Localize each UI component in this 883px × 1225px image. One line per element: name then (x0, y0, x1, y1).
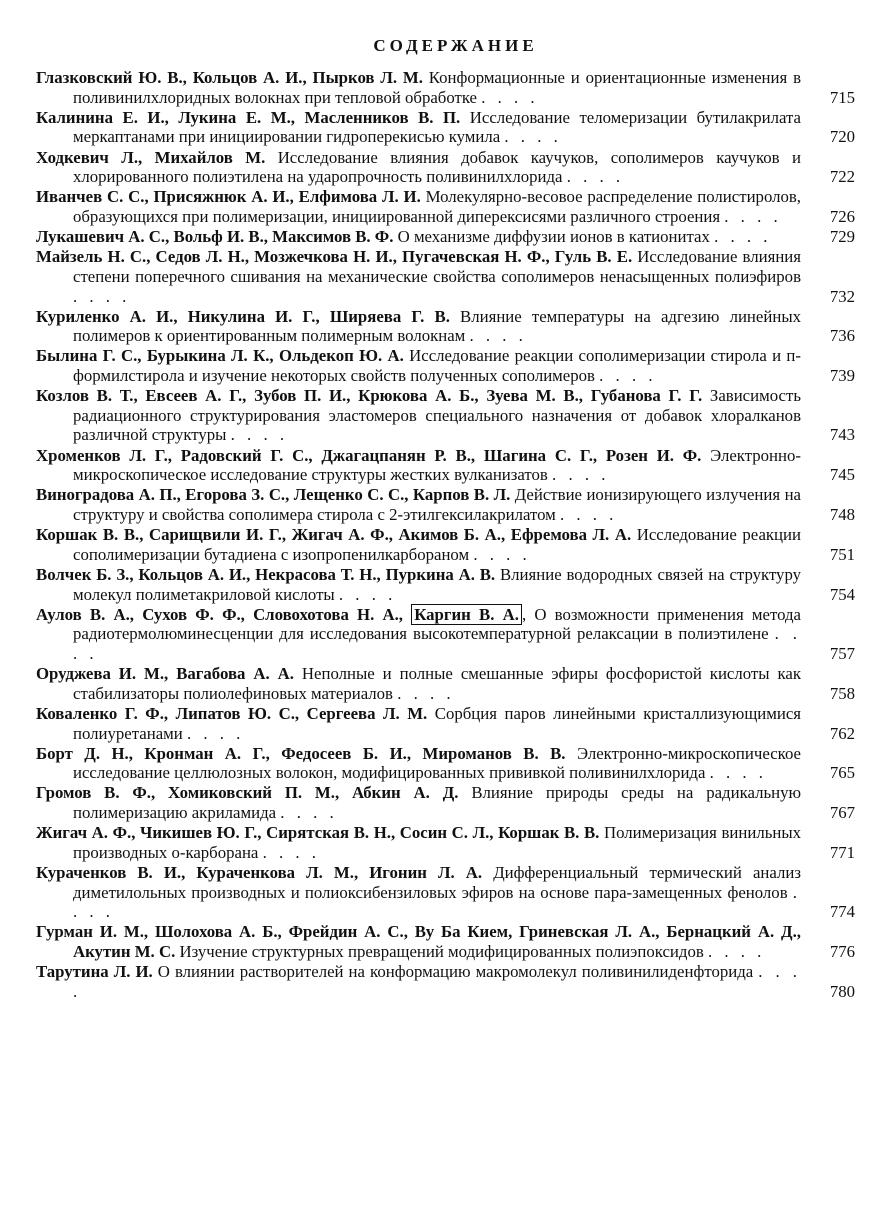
entry-title: Электронно-микроскопическое исследование структуры жестких вулканизатов (73, 445, 801, 485)
entry-text (36, 485, 805, 524)
entry-title: Электронно-микроскопическое исследование целлюлозных волокон, модифицированных прививкой поливинилхлорида (73, 743, 801, 783)
toc-entry[interactable] (36, 704, 855, 743)
entry-page-number: 726 (829, 206, 855, 226)
toc-entry[interactable] (36, 565, 855, 604)
entry-page-number: 722 (829, 167, 855, 187)
entry-authors: Куриленко А. И., Никулина И. Г., Ширяева Г. В. (36, 306, 450, 326)
toc-entry[interactable] (36, 962, 855, 1001)
entry-authors: Глазковский Ю. В., Кольцов А. И., Пырков Л. М. (36, 68, 423, 87)
toc-entry[interactable] (36, 108, 855, 147)
leader-dots: . . . . (552, 465, 610, 485)
entry-authors: Майзель Н. С., Седов Л. Н., Мозжечкова Н. И., Пугачевская Н. Ф., Гуль В. Е. (36, 247, 633, 267)
entry-page-number: 715 (829, 87, 855, 107)
entry-text (36, 227, 805, 247)
table-of-contents (36, 68, 855, 1001)
entry-page-number: 767 (829, 803, 855, 823)
toc-entry[interactable] (36, 783, 855, 822)
entry-authors: Оруджева И. М., Вагабова А. А. (36, 664, 294, 684)
entry-title: Действие ионизирующего излучения на структуру и свойства сополимера стирола с 2-этилгексилакрилатом (73, 485, 801, 524)
entry-authors: Калинина Е. И., Лукина Е. М., Масленников В. П. (36, 107, 461, 127)
entry-page-number: 739 (829, 366, 855, 386)
entry-text (36, 386, 805, 445)
entry-title: О механизме диффузии ионов в катионитах (397, 227, 715, 247)
entry-title: Влияние водородных связей на структуру молекул полиметакриловой кислоты (73, 564, 802, 604)
entry-text (36, 187, 805, 226)
entry-text (36, 783, 805, 822)
leader-dots: . . . . (338, 584, 397, 604)
toc-entry[interactable] (36, 148, 855, 187)
entry-page-number: 732 (829, 286, 855, 306)
entry-title: Влияние температуры на адгезию линейных полимеров к ориентированным полимерным волокнам (73, 306, 801, 346)
entry-title: Неполные и полные смешанные эфиры фосфористой кислоты как стабилизаторы полиолефиновых материалов (73, 664, 801, 703)
leader-dots: . . . . (469, 326, 527, 346)
toc-entry[interactable] (36, 664, 855, 703)
entry-authors: Аулов В. А., Сухов Ф. Ф., Словохотова Н. А., (36, 604, 404, 624)
leader-dots: . . . . (397, 683, 455, 703)
entry-page-number: 748 (829, 505, 855, 524)
entry-text (36, 863, 805, 922)
toc-entry[interactable] (36, 485, 855, 524)
leader-dots: . . . . (262, 842, 320, 862)
toc-entry[interactable] (36, 525, 855, 564)
leader-dots: . . . . (566, 167, 625, 187)
entry-authors: Тарутина Л. И. (36, 962, 153, 982)
entry-title: Исследование влияния добавок каучуков, сополимеров каучуков и хлорированного полиэтилена на ударопрочность поливинилхлорида (73, 147, 801, 187)
entry-text (36, 605, 805, 664)
entry-title: О возможности применения метода радиотермолюминесценции для исследования высокотемпературной релаксации в полиэтилене (73, 604, 801, 644)
entry-authors: Былина Г. С., Бурыкина Л. К., Ольдекоп Ю. А. (36, 346, 404, 366)
entry-text (36, 346, 805, 385)
leader-dots: . . . . (73, 882, 801, 922)
entry-authors: Хроменков Л. Г., Радовский Г. С., Джагацпанян Р. В., Шагина С. Г., Розен И. Ф. (36, 445, 702, 465)
leader-dots: . . . . (559, 505, 618, 524)
toc-entry[interactable] (36, 307, 855, 346)
entry-text (36, 565, 805, 604)
entry-text (36, 68, 805, 107)
entry-text (36, 148, 805, 187)
leader-dots: . . . . (473, 544, 531, 564)
entry-page-number: 776 (829, 942, 855, 961)
entry-title: Исследование влияния степени поперечного сшивания на механические свойства сополимеров ненасыщенных полиэфиров (73, 247, 801, 286)
entry-title: Полимеризация винильных производных о-карборана (73, 823, 802, 862)
entry-page-number: 754 (829, 584, 855, 604)
toc-entry[interactable] (36, 744, 855, 783)
entry-authors: Виноградова А. П., Егорова З. С., Лещенко С. С., Карпов В. Л. (36, 485, 511, 505)
entry-text (36, 704, 805, 743)
leader-dots: . . . . (709, 763, 767, 783)
entry-title: Влияние природы среды на радикальную полимеризацию акриламида (73, 783, 802, 823)
entry-title: Изучение структурных превращений модифицированных полиэпоксидов (179, 942, 708, 961)
entry-title: Исследование реакции сополимеризации стирола и п-формилстирола и изучение некоторых свойств полученных сополимеров (73, 346, 801, 386)
entry-title: Исследование теломеризации бутилакрилата меркаптанами при инициировании гидроперекисью кумила (73, 107, 801, 147)
leader-dots: . . . . (230, 425, 289, 445)
entry-text (36, 247, 805, 306)
entry-text (36, 922, 805, 961)
entry-title: О влиянии растворителей на конформацию макромолекул поливинилиденфторида (157, 962, 759, 982)
leader-dots: . . . . (707, 942, 766, 961)
entry-title: Конформационные и ориентационные изменения в поливинилхлоридных волокнах при тепловой обработке (73, 68, 801, 107)
entry-authors: Жигач А. Ф., Чикишев Ю. Г., Сирятская В. Н., Сосин С. Л., Коршак В. В. (36, 823, 600, 843)
toc-entry[interactable] (36, 386, 855, 445)
leader-dots: . . . . (73, 286, 131, 306)
entry-page-number: 765 (829, 763, 855, 783)
leader-dots: . . . . (280, 803, 338, 823)
entry-authors: Иванчев С. С., Присяжнюк А. И., Елфимова Л. И. (36, 187, 421, 207)
toc-entry[interactable] (36, 605, 855, 664)
entry-authors: Лукашевич А. С., Вольф И. В., Максимов В. Ф. (36, 227, 394, 247)
entry-authors: Козлов В. Т., Евсеев А. Г., Зубов П. И., Крюкова А. Б., Зуева М. В., Губанова Г. Г. (36, 386, 703, 406)
entry-text (36, 744, 805, 783)
entry-page-number: 720 (829, 127, 855, 147)
entry-title: Молекулярно-весовое распределение полистиролов, образующихся при полимеризации, инициированной диперексисями различного строения (73, 187, 801, 226)
toc-entry[interactable] (36, 823, 855, 862)
leader-dots: . . . . (714, 227, 772, 247)
entry-authors: Коваленко Г. Ф., Липатов Ю. С., Сергеева Л. М. (36, 703, 428, 723)
entry-authors: Волчек Б. З., Кольцов А. И., Некрасова Т. Н., Пуркина А. В. (36, 564, 496, 584)
entry-authors: Коршак В. В., Сарищвили И. Г., Жигач А. Ф., Акимов Б. А., Ефремова Л. А. (36, 525, 632, 545)
toc-entry[interactable] (36, 187, 855, 226)
entry-title: Сорбция паров линейными кристаллизующимися полиуретанами (73, 703, 801, 743)
entry-authors: Кураченков В. И., Кураченкова Л. М., Игонин Л. А. (36, 863, 483, 883)
leader-dots: . . . . (724, 206, 782, 226)
entry-title: Зависимость радиационного структурирования эластомеров специального назначения от добавок хлоралканов различной структуры (73, 386, 801, 445)
entry-authors: Борт Д. Н., Кронман А. Г., Федосеев Б. И., Мироманов В. В. (36, 743, 566, 763)
deceased-author-box: Каргин В. А. (411, 604, 522, 625)
toc-entry[interactable] (36, 346, 855, 385)
entry-page-number: 780 (829, 981, 855, 1001)
entry-page-number: 743 (829, 425, 855, 445)
entry-text (36, 307, 805, 346)
entry-page-number: 736 (829, 326, 855, 346)
entry-page-number: 751 (829, 544, 855, 564)
entry-title: Исследование реакции сополимеризации бутадиена с изопропенилкарбораном (73, 525, 801, 564)
entry-text (36, 962, 805, 1001)
toc-entry[interactable] (36, 863, 855, 922)
entry-text (36, 108, 805, 147)
toc-entry[interactable] (36, 922, 855, 961)
entry-page-number: 729 (829, 227, 855, 247)
entry-text (36, 446, 805, 485)
entry-text (36, 823, 805, 862)
leader-dots: . . . . (186, 723, 245, 743)
entry-text (36, 664, 805, 703)
boxed-author-wrap: Каргин В. А. , (411, 604, 526, 625)
entry-authors: Ходкевич Л., Михайлов М. (36, 147, 266, 167)
leader-dots: . . . . (504, 127, 562, 147)
leader-dots: . . . . (73, 624, 801, 663)
leader-dots: . . . . (599, 366, 657, 386)
entry-title: Дифференциальный термический анализ диметилольных производных и полиоксибензиловых эфиров на основе пара-замещенных фенолов (73, 863, 801, 902)
entry-page-number: 757 (829, 643, 855, 663)
contents-heading: СОДЕРЖАНИЕ (373, 36, 538, 55)
entry-page-number: 745 (829, 465, 855, 485)
toc-entry[interactable] (36, 227, 855, 247)
toc-entry[interactable] (36, 247, 855, 306)
toc-entry[interactable] (36, 446, 855, 485)
entry-page-number: 762 (829, 723, 855, 743)
toc-entry[interactable] (36, 68, 855, 107)
leader-dots: . . . . (481, 87, 539, 107)
entry-page-number: 771 (829, 842, 855, 862)
entry-page-number: 774 (829, 902, 855, 922)
entry-text (36, 525, 805, 564)
entry-authors: Гурман И. М., Шолохова А. Б., Фрейдин А. С., Ву Ба Кием, Гриневская Л. А., Бернацкий А. Д., Акутин М. С. (36, 922, 801, 961)
entry-authors: Громов В. Ф., Хомиковский П. М., Абкин А. Д. (36, 783, 459, 803)
entry-page-number: 758 (829, 683, 855, 703)
leader-dots: . . . . (73, 962, 801, 1001)
